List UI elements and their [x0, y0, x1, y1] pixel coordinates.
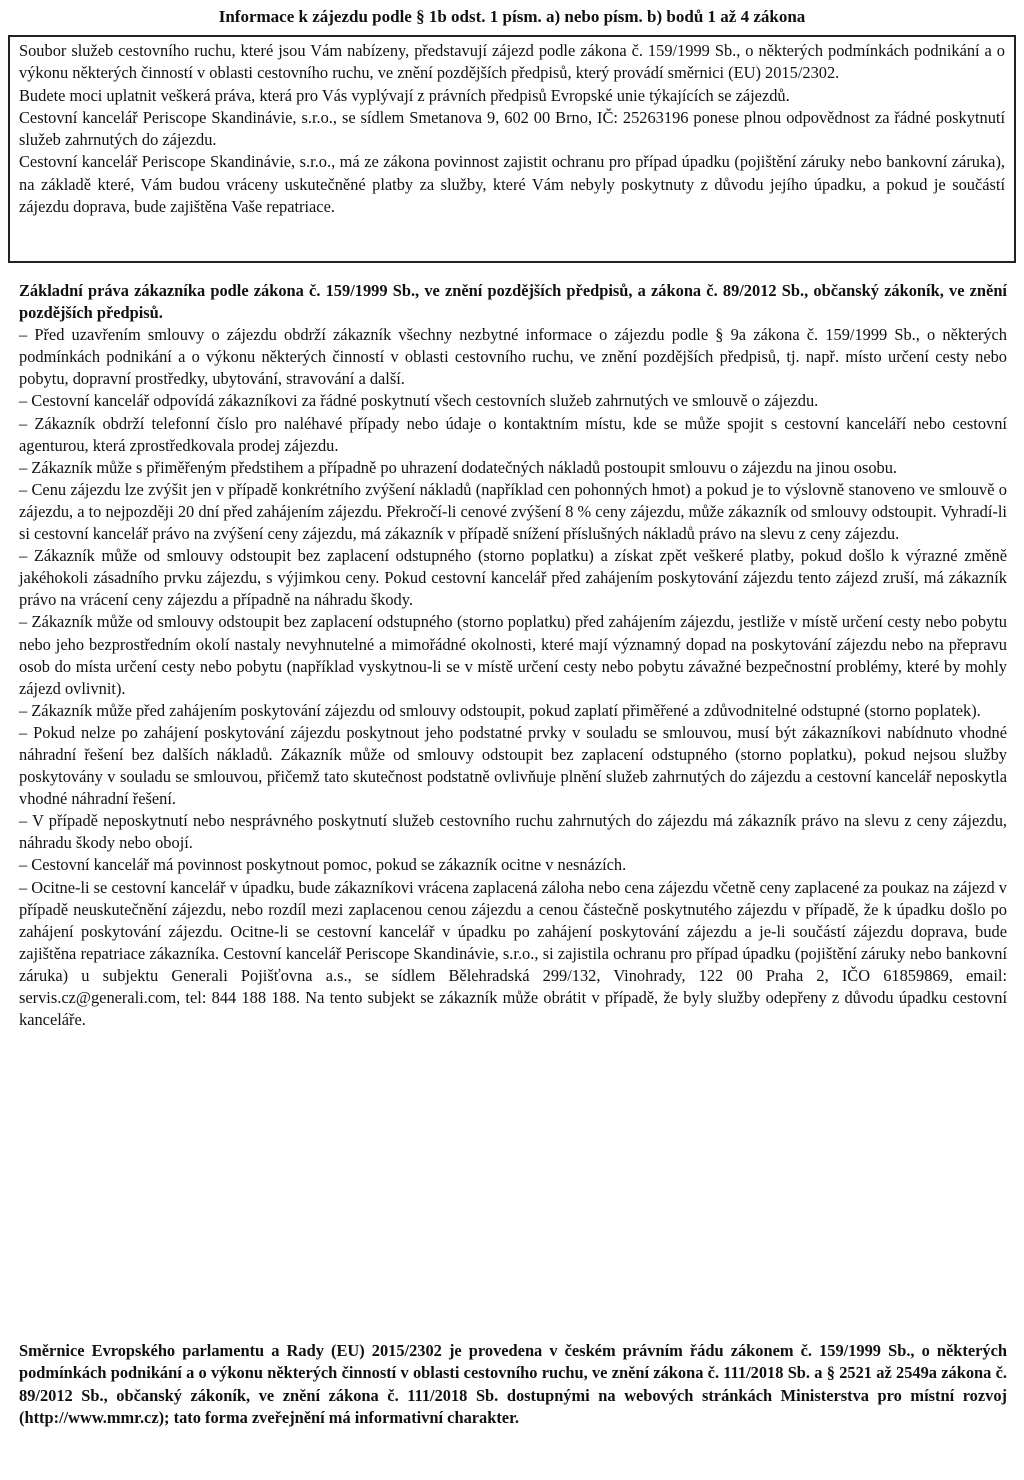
rights-heading: Základní práva zákazníka podle zákona č. 159/1999 Sb., ve znění pozdějších předpisů, a zákona č. 89/2012 Sb., občanský zákoník, ve znění pozdějších předpisů. — [19, 281, 1007, 323]
package-info-box — [8, 35, 1016, 263]
box-paragraph: Budete moci uplatnit veškerá práva, která pro Vás vyplývají z právních předpisů Evropské unie týkajících se zájezdů. — [19, 85, 790, 105]
rights-item: – Zákazník může od smlouvy odstoupit bez zaplacení odstupného (storno poplatku) před zahájením zájezdu, jestliže v místě určení cesty nebo pobytu nebo jeho bezprostředním okolí nastaly nevyhnutelné a mimořádné okolnosti, které mají významný dopad na poskytování zájezdu nebo na přepravu osob do místa určení cesty nebo pobytu (například vyskytnou-li se v místě určení cesty nebo pobytu závažné bezpečnostní problémy, které by mohly zájezd ovlivnit). — [19, 612, 1007, 698]
rights-item: – Cenu zájezdu lze zvýšit jen v případě konkrétního zvýšení nákladů (například cen pohonných hmot) a pokud je to výslovně stanoveno ve smlouvě o zájezdu, a to nejpozději 20 dní před zahájením zájezdu. Překročí-li cenové zvýšení 8 % ceny zájezdu, může zákazník od smlouvy odstoupit. Vyhradí-li si cestovní kancelář právo na zvýšení ceny zájezdu, má zákazník v případě snížení příslušných nákladů právo na slevu z ceny zájezdu. — [19, 479, 1007, 544]
box-paragraph: Cestovní kancelář Periscope Skandinávie, s.r.o., má ze zákona povinnost zajistit ochranu pro případ úpadku (pojištění záruky nebo bankovní záruka), na základě které, Vám budou vráceny uskutečněné platby za služby, které Vám nebyly poskytnuty z důvodu jejího úpadku, a pokud je součástí zájezdu doprava, bude zajištěna Vaše repatriace. — [19, 152, 1005, 217]
rights-item: – Ocitne-li se cestovní kancelář v úpadku, bude zákazníkovi vrácena zaplacená záloha nebo cena zájezdu včetně ceny zaplacené za poukaz na zájezd v případě neuskutečnění zájezdu, nebo rozdíl mezi zaplacenou cenou zájezdu a cenou částečně poskytnutého zájezdu v případě, že k úpadku došlo po zahájení poskytování zájezdu. Ocitne-li se cestovní kancelář v úpadku po zahájení poskytování zájezdu a je-li součástí zájezdu doprava, bude zajištěna repatriace zákazníka. Cestovní kancelář Periscope Skandinávie, s.r.o., si zajistila ochranu pro případ úpadku (pojištění záruky nebo bankovní záruka) u subjektu Generali Pojišťovna a.s., se sídlem Bělehradská 299/132, Vinohrady, 122 00 Praha 2, IČO 61859869, email: servis.cz@generali.com, tel: 844 188 188. Na tento subjekt se zákazník může obrátit v případě, že byly služby odepřeny z důvodu úpadku cestovní kanceláře. — [19, 877, 1007, 1030]
box-paragraph: Soubor služeb cestovního ruchu, které jsou Vám nabízeny, představují zájezd podle zákona č. 159/1999 Sb., o některých podmínkách podnikání a o výkonu některých činností v oblasti cestovního ruchu, ve znění pozdějších předpisů, který provádí směrnici (EU) 2015/2302. — [19, 41, 1005, 83]
rights-item: – Pokud nelze po zahájení poskytování zájezdu poskytnout jeho podstatné prvky v souladu se smlouvou, musí být zákazníkovi nabídnuto vhodné náhradní řešení bez dalších nákladů. Zákazník může od smlouvy odstoupit bez zaplacení odstupného (storno poplatku), pokud nejsou služby poskytovány v souladu se smlouvou, přičemž tato skutečnost podstatně ovlivňuje plnění služeb zahrnutých do zájezdu a cestovní kancelář neposkytla vhodné náhradní řešení. — [19, 722, 1007, 809]
rights-item: – Zákazník obdrží telefonní číslo pro naléhavé případy nebo údaje o kontaktním místu, kde se může spojit s cestovní kanceláří nebo cestovní agenturou, která zprostředkovala prodej zájezdu. — [19, 413, 1007, 455]
rights-item: – V případě neposkytnutí nebo nesprávného poskytnutí služeb cestovního ruchu zahrnutých do zájezdu má zákazník právo na slevu z ceny zájezdu, náhradu škody nebo obojí. — [19, 811, 1007, 853]
rights-item: – Zákazník může od smlouvy odstoupit bez zaplacení odstupného (storno poplatku) a získat zpět veškeré platby, pokud došlo k výrazné změně jakéhokoli zásadního prvku zájezdu, s výjimkou ceny. Pokud cestovní kancelář před zahájením poskytování zájezdu tento zájezd zruší, má zákazník právo na vrácení ceny zájezdu a případně na náhradu škody. — [19, 546, 1007, 610]
rights-item: – Zákazník může před zahájením poskytování zájezdu od smlouvy odstoupit, pokud zaplatí přiměřené a zdůvodnitelné odstupné (storno poplatek). — [19, 700, 981, 720]
rights-item: – Cestovní kancelář odpovídá zákazníkovi za řádné poskytnutí všech cestovních služeb zahrnutých ve smlouvě o zájezdu. — [19, 391, 819, 411]
customer-rights-section — [19, 280, 1007, 1031]
rights-item: – Zákazník může s přiměřeným předstihem a případně po uhrazení dodatečných nákladů postoupit smlouvu o zájezdu na jinou osobu. — [19, 457, 898, 477]
eu-directive-note: Směrnice Evropského parlamentu a Rady (EU) 2015/2302 je provedena v českém právním řádu zákonem č. 159/1999 Sb., o některých podmínkách podnikání a o výkonu některých činností v oblasti cestovního ruchu, ve znění zákona č. 111/2018 Sb. a § 2521 až 2549a zákona č. 89/2012 Sb., občanský zákoník, ve znění zákona č. 111/2018 Sb. dostupnými na webových stránkách Ministerstva pro místní rozvoj (http://www.mmr.cz); tato forma zveřejnění má informativní charakter. — [19, 1341, 1007, 1428]
page-title: Informace k zájezdu podle § 1b odst. 1 písm. a) nebo písm. b) bodů 1 až 4 zákona — [218, 7, 806, 26]
box-paragraph: Cestovní kancelář Periscope Skandinávie, s.r.o., se sídlem Smetanova 9, 602 00 Brno, IČ: 25263196 ponese plnou odpovědnost za řádné poskytnutí služeb zahrnutých do zájezdu. — [19, 107, 1005, 150]
rights-item: – Cestovní kancelář má povinnost poskytnout pomoc, pokud se zákazník ocitne v nesnázích. — [19, 855, 627, 875]
rights-item: – Před uzavřením smlouvy o zájezdu obdrží zákazník všechny nezbytné informace o zájezdu podle § 9a zákona č. 159/1999 Sb., o některých podmínkách podnikání a o výkonu některých činností v oblasti cestovního ruchu, ve znění pozdějších předpisů, tj. např. místo určení cesty nebo pobytu, dopravní prostředky, ubytování, stravování a další. — [19, 325, 1007, 389]
